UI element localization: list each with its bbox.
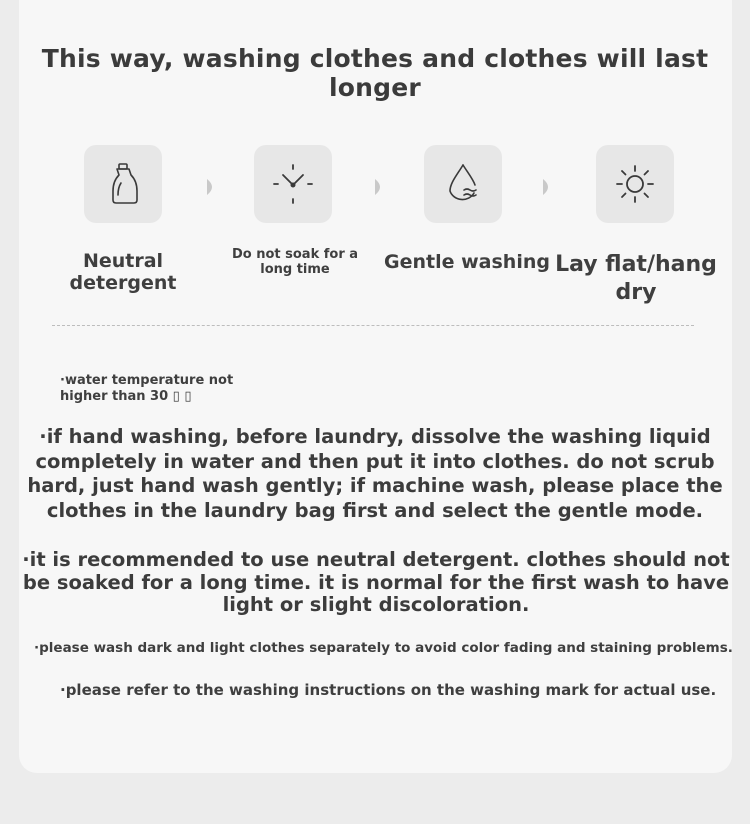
step-label-gentle-washing: Gentle washing bbox=[384, 251, 550, 273]
note-refer-instructions: ·please refer to the washing instructions on the washing mark for actual use. bbox=[60, 681, 717, 699]
step-label-do-not-soak: Do not soak for a long time bbox=[231, 247, 359, 277]
note-separate-colors: ·please wash dark and light clothes separately to avoid color fading and staining problems. bbox=[34, 640, 733, 656]
step-label-neutral-detergent: Neutral detergent bbox=[69, 250, 177, 294]
step-arrow bbox=[542, 178, 554, 196]
step-arrow bbox=[206, 178, 218, 196]
clock-icon bbox=[254, 145, 332, 223]
note-hand-washing: ·if hand washing, before laundry, dissolve the washing liquid completely in water and then put it into clothes. do not scrub hard, just hand wash gently; if machine wash, please place the clothes in the laundry bag first and select the gentle mode. bbox=[27, 425, 723, 522]
sun-icon bbox=[596, 145, 674, 223]
water-drop-icon bbox=[424, 145, 502, 223]
detergent-bottle-icon bbox=[84, 145, 162, 223]
step-arrow bbox=[374, 178, 386, 196]
dashed-divider bbox=[52, 325, 694, 326]
note-neutral-detergent: ·it is recommended to use neutral detergent. clothes should not be soaked for a long time. it is normal for the first wash to have light or slight discoloration. bbox=[22, 548, 730, 616]
step-label-lay-flat-hang-dry: Lay flat/hang dry bbox=[555, 252, 717, 305]
page-title: This way, washing clothes and clothes will last longer bbox=[41, 44, 709, 102]
note-water-temperature: ·water temperature not higher than 30 ▯ ▯ bbox=[60, 373, 234, 404]
